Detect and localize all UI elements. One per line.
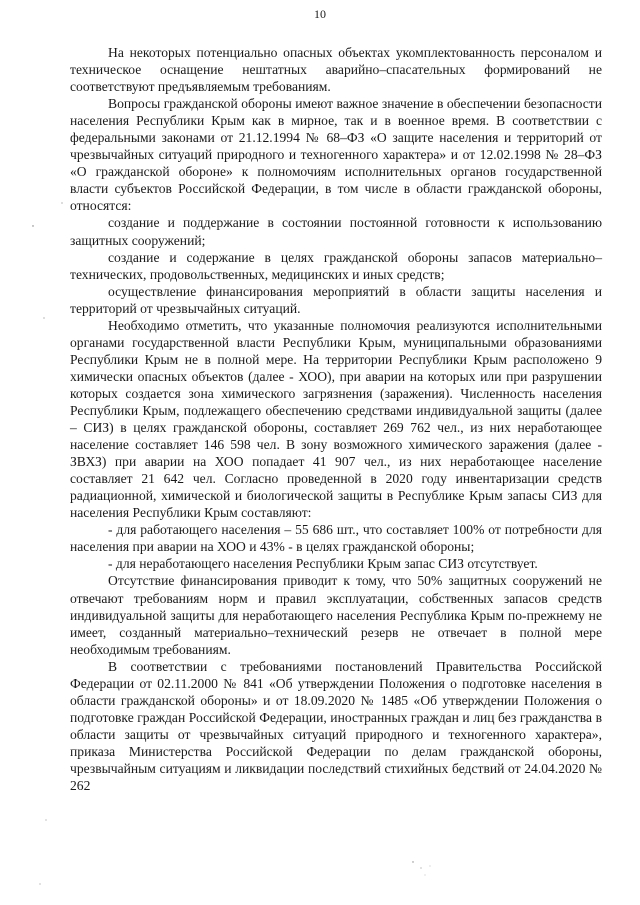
paragraph-lack-of-financing: Отсутствие финансирования приводит к тому, что 50% защитных сооружений не отвечают требованиям норм и правил эксплуатации, собственных запасов средств индивидуальной защиты для неработающего населения Республика Крым по-прежнему не имеет, созданный материально–технический резерв не отвечает в полной мере необходимым требованиям. bbox=[70, 573, 602, 657]
paragraph-financing: осуществление финансирования мероприятий в области защиты населения и территорий от чрезвычайных ситуаций. bbox=[70, 283, 602, 316]
paragraph-chemical-hazards: Необходимо отметить, что указанные полномочия реализуются исполнительными органами государственной власти Республики Крым, муниципальными образованиями Республики Крым не в полной мере. На территории Республики Крым расположено 9 химически опасных объектов (далее - ХОО), при аварии на которых или при разрушении которых создается зона химического загрязнения (заражения). Численность населения Республики Крым, подлежащего обеспечению средствами индивидуальной защиты (далее – СИЗ) в целях гражданской обороны, составляет 269 762 чел., из них неработающее население составляет 146 598 чел. В зону возможного химического заражения (далее - ЗВХЗ) при аварии на ХОО попадает 41 907 чел., из них неработающее население составляет 21 642 чел. Согласно проведенной в 2020 году инвентаризации средств радиационной, химической и биологической защиты в Республике Крым запасы СИЗ для населения Республики Крым составляют: bbox=[70, 317, 602, 521]
paragraph-civil-defense-powers: Вопросы гражданской обороны имеют важное значение в обеспечении безопасности населения Республики Крым как в мирное, так и в военное время. В соответствии с федеральными законами от 21.12.1994 № 68–ФЗ «О защите населения и территорий от чрезвычайных ситуаций природного и техногенного характера» и от 12.02.1998 № 28–ФЗ «О гражданской обороне» к полномочиям исполнительных органов государственной власти субъектов Российской Федерации, в том числе в области гражданской обороны, относятся: bbox=[70, 96, 602, 214]
paragraph-regulations: В соответствии с требованиями постановлений Правительства Российской Федерации от 02.11.2000 № 841 «Об утверждении Положения о подготовке населения в области гражданской обороны» и от 18.09.2020 № 1485 «Об утверждении Положения о подготовке граждан Российской Федерации, иностранных граждан и лиц без гражданства в области защиты от чрезвычайных ситуаций природного и техногенного характера», приказа Министерства Российской Федерации по делам гражданской обороны, чрезвычайным ситуациям и ликвидации последствий стихийных бедствий от 24.04.2020 № 262 bbox=[70, 658, 602, 794]
paragraph-nonworking-population: - для неработающего населения Республики Крым запас СИЗ отсутствует. bbox=[108, 556, 538, 572]
paragraph-reserves: создание и содержание в целях гражданской обороны запасов материально–технических, продовольственных, медицинских и иных средств; bbox=[70, 249, 602, 282]
paragraph-working-population: - для работающего населения – 55 686 шт., что составляет 100% от потребности для населения при аварии на ХОО и 43% - в целях гражданской обороны; bbox=[70, 522, 602, 555]
body-text bbox=[70, 44, 602, 794]
page-number: 10 bbox=[314, 7, 326, 21]
paragraph-shelters: создание и поддержание в состоянии постоянной готовности к использованию защитных сооружений; bbox=[70, 215, 602, 248]
paragraph-staffing: На некоторых потенциально опасных объектах укомплектованность персоналом и техническое оснащение нештатных аварийно–спасательных формирований не соответствуют предъявляемым требованиям. bbox=[70, 45, 602, 95]
